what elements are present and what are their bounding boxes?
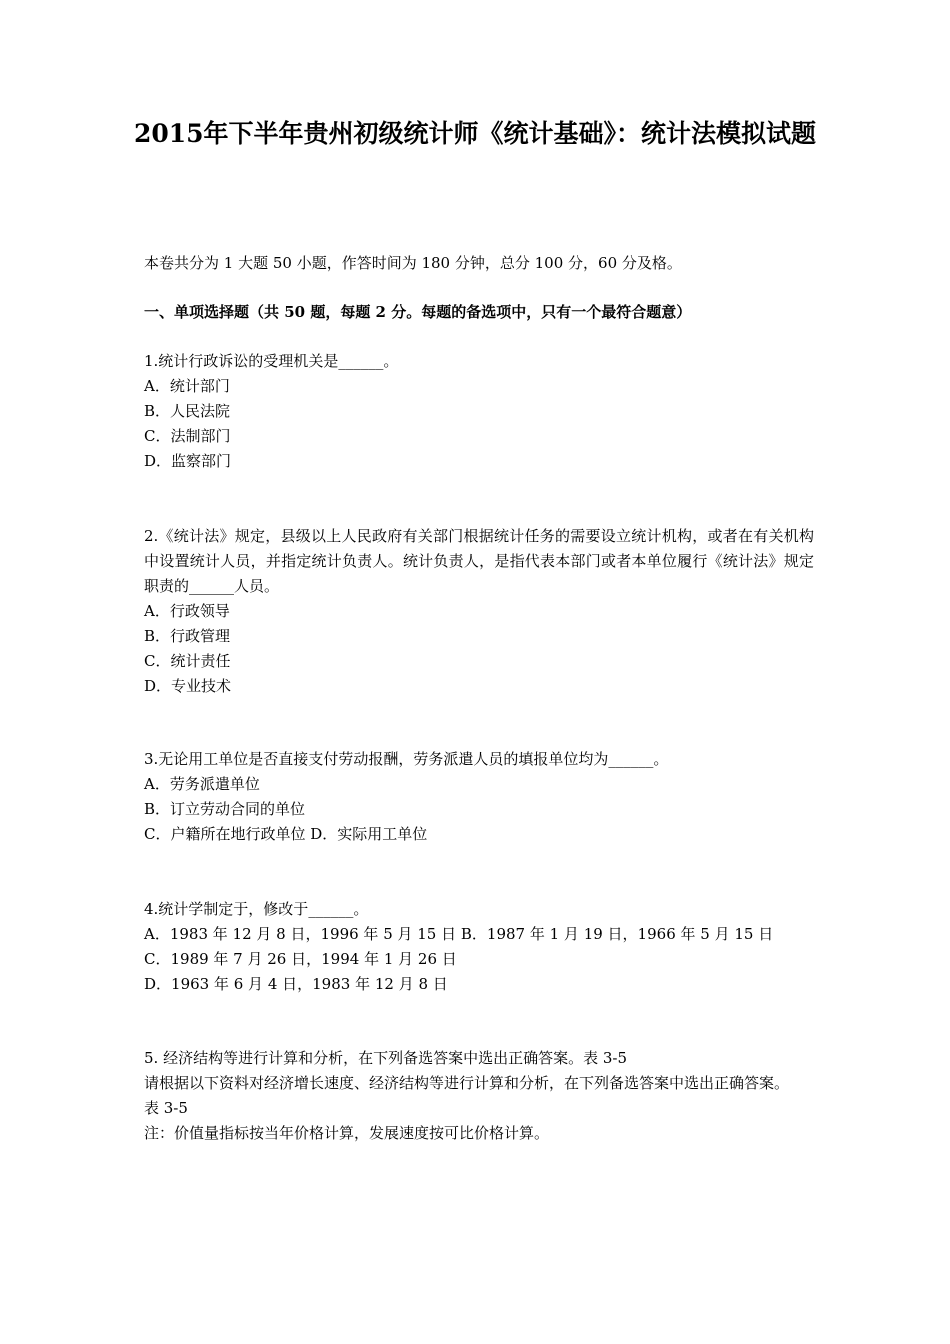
option-d: D．1963 年 6 月 4 日，1983 年 12 月 8 日 — [144, 975, 448, 993]
option-c: C．法制部门 — [144, 427, 231, 445]
question-stem: 3.无论用工单位是否直接支付劳动报酬，劳务派遣人员的填报单位均为______。 — [144, 750, 669, 768]
question-4 — [144, 897, 814, 997]
question-1 — [144, 349, 814, 474]
page-title: 2015年下半年贵州初级统计师《统计基础》：统计法模拟试题 — [133, 119, 817, 148]
option-c: C．1989 年 7 月 26 日，1994 年 1 月 26 日 — [144, 950, 457, 968]
option-b: B．人民法院 — [144, 402, 231, 420]
option-b: B．行政管理 — [144, 627, 231, 645]
section-heading: 一、单项选择题（共 50 题，每题 2 分。每题的备选项中，只有一个最符合题意） — [144, 303, 692, 321]
option-a: A．行政领导 — [144, 602, 230, 620]
option-a: A．统计部门 — [144, 377, 230, 395]
option-d: D．监察部门 — [144, 452, 232, 470]
question-stem: 1.统计行政诉讼的受理机关是______。 — [144, 352, 399, 370]
question-stem: 4.统计学制定于，修改于______。 — [144, 900, 369, 918]
option-a-b: A．1983 年 12 月 8 日，1996 年 5 月 15 日 B．1987 年 1 月 19 日，1966 年 5 月 15 日 — [144, 925, 774, 943]
question-stem: 2.《统计法》规定，县级以上人民政府有关部门根据统计任务的需要设立统计机构，或者在有关机构中设置统计人员，并指定统计负责人。统计负责人，是指代表本部门或者本单位履行《统计法》规定职责的______人员。 — [144, 527, 814, 595]
option-a: A．劳务派遣单位 — [144, 775, 260, 793]
table-reference: 表 3-5 — [144, 1099, 188, 1117]
option-d: D．专业技术 — [144, 677, 232, 695]
exam-intro: 本卷共分为 1 大题 50 小题，作答时间为 180 分钟，总分 100 分，60 分及格。 — [144, 254, 682, 272]
table-note: 注：价值量指标按当年价格计算，发展速度按可比价格计算。 — [144, 1124, 550, 1142]
question-2 — [144, 524, 814, 699]
question-3 — [144, 747, 814, 847]
question-5 — [144, 1046, 814, 1146]
option-c-d: C．户籍所在地行政单位 D．实际用工单位 — [144, 825, 428, 843]
option-b: B．订立劳动合同的单位 — [144, 800, 306, 818]
question-stem: 5. 经济结构等进行计算和分析，在下列备选答案中选出正确答案。表 3-5 — [144, 1049, 628, 1067]
question-instructions: 请根据以下资料对经济增长速度、经济结构等进行计算和分析，在下列备选答案中选出正确答案。 — [144, 1074, 790, 1092]
option-c: C．统计责任 — [144, 652, 231, 670]
